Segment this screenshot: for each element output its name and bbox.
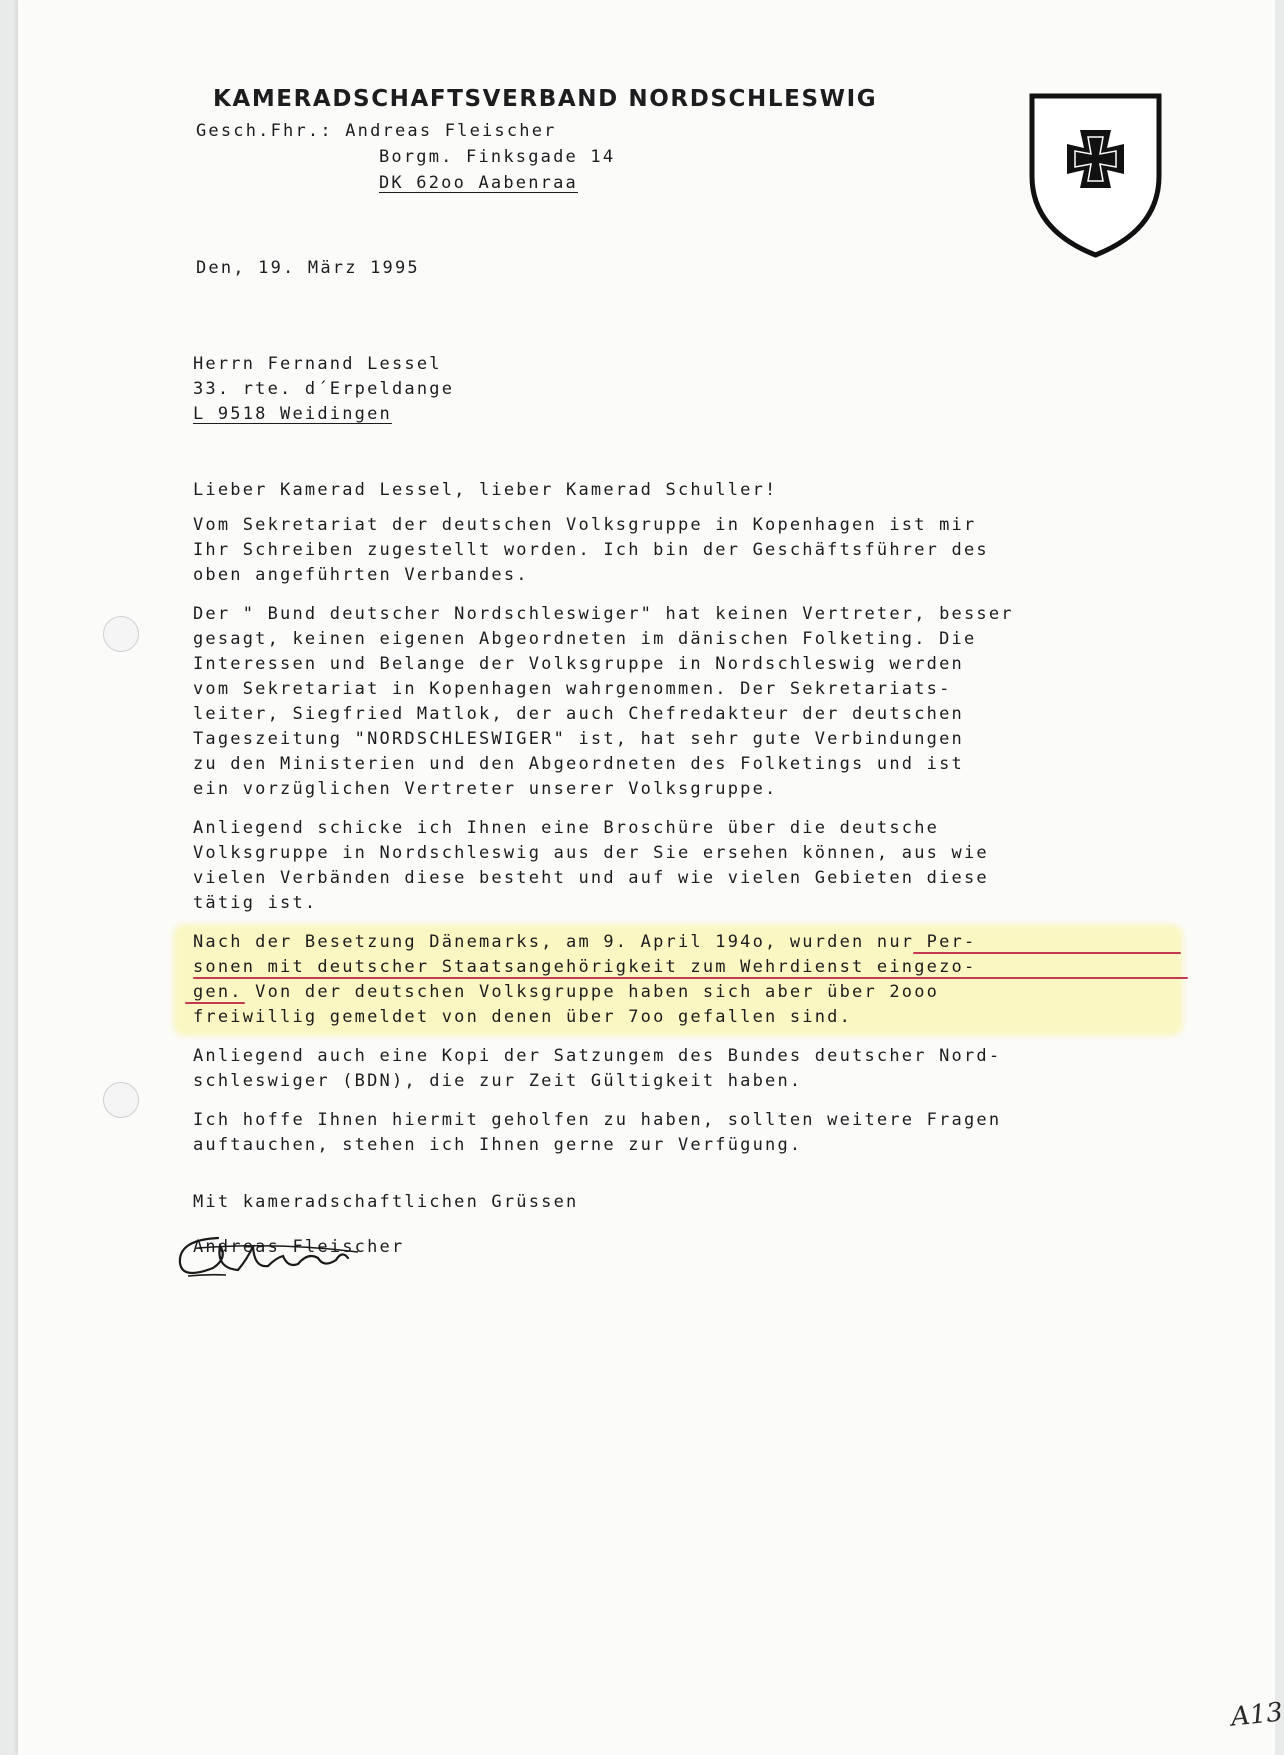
recipient-address [193,352,1193,427]
recipient-name: Herrn Fernand Lessel [193,354,442,374]
letter-body [193,478,1193,1260]
paragraph-line: Tageszeitung "NORDSCHLESWIGER" ist, hat sehr gute Verbindungen [193,729,964,749]
paragraph-line: freiwillig gemeldet von denen über 7oo gefallen sind. [193,1007,853,1027]
organization-name: KAMERADSCHAFTSVERBAND NORDSCHLESWIG [213,86,878,112]
paragraph-line: gesagt, keinen eigenen Abgeordneten im dänischen Folketing. Die [193,629,977,649]
paragraph-line: vielen Verbänden diese besteht und auf wie vielen Gebieten diese [193,868,989,888]
letter-page [18,0,1284,1755]
paragraph-3 [193,816,1193,916]
salutation: Lieber Kamerad Lessel, lieber Kamerad Schuller! [193,480,778,500]
iron-cross-shield-icon [1028,90,1163,260]
paragraph-line: Ich hoffe Ihnen hiermit geholfen zu haben, sollten weitere Fragen [193,1110,1002,1130]
punch-hole-top [103,616,139,652]
paragraph-line: schleswiger (BDN), die zur Zeit Gültigkeit haben. [193,1071,803,1091]
paragraph-line: sonen mit deutscher Staatsangehörigkeit zum Wehrdienst eingezo- [193,957,977,977]
paragraph-6 [193,1108,1193,1158]
paragraph-line: ein vorzüglichen Vertreter unserer Volksgruppe. [193,779,778,799]
paragraph-line: gen. Von der deutschen Volksgruppe haben sich aber über 2ooo [193,982,940,1002]
header-city-line: DK 62oo Aabenraa [379,173,578,193]
paragraph-line: Interessen und Belange der Volksgruppe in Nordschleswig werden [193,654,964,674]
paragraph-line: Anliegend auch eine Kopi der Satzungem des Bundes deutscher Nord- [193,1046,1002,1066]
recipient-city: L 9518 Weidingen [193,404,392,424]
paragraph-line: zu den Ministerien und den Abgeordneten des Folketings und ist [193,754,964,774]
paragraph-line: Anliegend schicke ich Ihnen eine Broschüre über die deutsche [193,818,940,838]
highlighted-paragraph [193,930,1193,1030]
paragraph-line: tätig ist. [193,893,318,913]
header-street-line: Borgm. Finksgade 14 [379,147,616,167]
paragraph-5 [193,1044,1193,1094]
paragraph-2 [193,602,1193,802]
signer-name: Andreas Fleischer [193,1237,405,1257]
paragraph-line: leiter, Siegfried Matlok, der auch Chefredakteur der deutschen [193,704,964,724]
paragraph-line: Nach der Besetzung Dänemarks, am 9. April 194o, wurden nur Per- [193,932,977,952]
paragraph-line: Ihr Schreiben zugestellt worden. Ich bin der Geschäftsführer des [193,540,989,560]
punch-hole-bottom [103,1082,139,1118]
handwritten-signature [158,1228,448,1288]
paragraph-line: Der " Bund deutscher Nordschleswiger" hat keinen Vertreter, besser [193,604,1014,624]
paragraph-line: oben angeführten Verbandes. [193,565,529,585]
recipient-street: 33. rte. d´Erpeldange [193,379,455,399]
letter-date: Den, 19. März 1995 [196,258,420,278]
closing-line: Mit kameradschaftlichen Grüssen [193,1192,579,1212]
header-manager-line: Gesch.Fhr.: Andreas Fleischer [196,121,557,141]
paragraph-line: auftauchen, stehen ich Ihnen gerne zur Verfügung. [193,1135,803,1155]
page-number-mark: A13 [1229,1697,1284,1733]
paragraph-line: vom Sekretariat in Kopenhagen wahrgenommen. Der Sekretariats- [193,679,952,699]
paragraph-line: Volksgruppe in Nordschleswig aus der Sie ersehen können, aus wie [193,843,989,863]
paragraph-line: Vom Sekretariat der deutschen Volksgruppe in Kopenhagen ist mir [193,515,977,535]
paragraph-1 [193,513,1193,588]
